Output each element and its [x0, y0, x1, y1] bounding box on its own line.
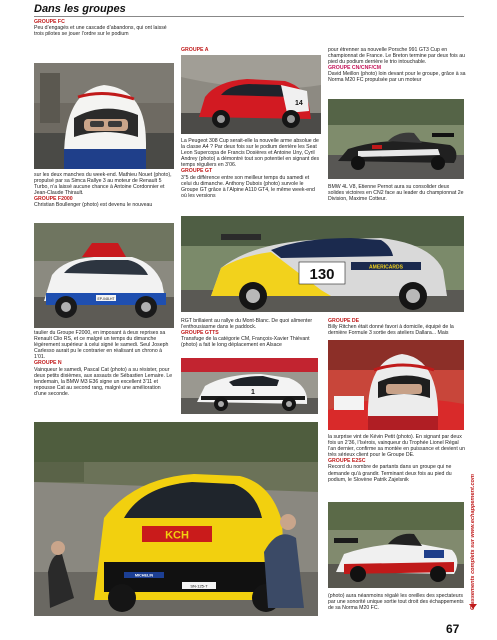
- col3-paragraph-7: (photo) aura néanmoins régalé les oreilles des spectateurs par une sonorité unique sortie tout droit des échappements de sa Norma M20 FC.: [328, 593, 464, 612]
- side-note: [470, 400, 480, 610]
- col2-gt-text: [181, 318, 321, 348]
- col3-paragraph-2: David Meillon (photo) loin devant pour le groupe, grâce à sa Norma M20 FC propulsée par un moteur: [328, 71, 466, 84]
- photo-peugeot-308: [181, 55, 321, 134]
- heading-groupe-n: GROUPE N: [34, 360, 62, 367]
- page-number: 67: [446, 622, 460, 636]
- col2-paragraph-3: RGT brillaient au rallye du Mont-Blanc. De quoi alimenter l’enthousiasme dans le paddock.: [181, 318, 313, 331]
- col1-paragraph-5: Vainqueur le samedi, Pascal Cat (photo) a su résister, pour deux petits dixièmes, aux assauts de Sébastien Lemaire. Le lendemain, la BMW M3 E36 signe un excellent 3’11 et repousse Cat au second rang, malgré une amélioration d’une seconde.: [34, 366, 173, 397]
- heading-groupe-f2000: GROUPE F2000: [34, 196, 73, 203]
- col2-paragraph-4: Transfuge de la catégorie CM, François-Xavier Thiévant (photo) a fait le long déplacement en Alsace: [181, 336, 310, 349]
- col3-paragraph-1: pour étrenner sa nouvelle Porsche 991 GT3 Cup en championnat de France. Le Breton termine par deux fois au pied du podium derrière le trio intouchable.: [328, 47, 465, 66]
- col3-paragraph-3: BMW 4L V8, Etienne Pernot aura su consolider deux solides victoires en CN2 face au leader du championnat 2e Division, Maxime Cotteur.: [328, 184, 464, 203]
- col2-a-text: [181, 138, 321, 199]
- page-title: Dans les groupes: [34, 3, 126, 15]
- col3-e2sc-text: [328, 593, 464, 611]
- col3-paragraph-4: Billy Ritchen était donné favori à domicile, équipé de la dernière Formule 3 sortie des ateliers Dallara... Mais: [328, 324, 454, 337]
- gt-car-number: 130: [309, 266, 335, 283]
- col1-f2000-text: [34, 330, 174, 397]
- photo-porsche-991: [181, 358, 318, 414]
- photo-renault-megane: [34, 422, 318, 616]
- col3-de-text-2: [328, 434, 468, 483]
- heading-groupe-e2sc: GROUPE E2SC: [328, 458, 366, 465]
- photo-driver-formula: [328, 340, 464, 430]
- porsche-number: 1: [251, 389, 255, 396]
- col1-intro: [34, 19, 174, 37]
- heading-groupe-a: GROUPE A: [181, 47, 209, 53]
- gt-sponsor-text: AMERICARDS: [369, 264, 403, 271]
- col1-paragraph-3: Christian Boullenger (photo) est devenu le nouveau: [34, 202, 153, 209]
- svg-text:14: 14: [295, 100, 303, 107]
- col3-top-text: [328, 47, 468, 84]
- col2-heading-a: [181, 47, 321, 53]
- col2-paragraph-2: 3”5 de différence entre son meilleur temps du samedi et celui du dimanche. Anthony Dubois (photo) survole le Groupe GT grâce à l’Alpine A110 GT4, le même week-end où les versions: [181, 174, 315, 199]
- clio-plate-text: EP-048-HT: [97, 296, 115, 301]
- title-rule: [34, 16, 464, 17]
- col3-cn-text: [328, 184, 464, 202]
- col1-paragraph-4: taulier du Groupe F2000, en imposant à deux reprises sa Renault Clio RS, et ce malgré un temps du dimanche légèrement supérieur à celui signé le samedi. Seul Joseph Carlesso aurait pu le contrarier en réalisant un chrono à 1’01.: [34, 330, 169, 361]
- col1-paragraph-2: sur les deux manches du week-end. Mathieu Nouet (photo), propulsé par sa Simca Rallye 3 au moteur de Renault 5 Turbo, n’a laissé aucune chance à Antoine Cordonnier et Jean-Claude Thirault.: [34, 172, 172, 197]
- heading-groupe-fc: GROUPE FC: [34, 19, 65, 25]
- col3-de-text: [328, 318, 468, 336]
- heading-groupe-cn: GROUPE CN/CNF/CM: [328, 65, 382, 72]
- photo-norma-zajelsnik: [328, 502, 464, 588]
- megane-plate-text: SN-125-T: [190, 583, 208, 589]
- photo-alpine-a110-gt4: [181, 216, 464, 312]
- megane-sponsor: KCH: [165, 529, 189, 542]
- heading-groupe-de: GROUPE DE: [328, 318, 360, 324]
- heading-groupe-gtts: GROUPE GTTS: [181, 330, 219, 337]
- col3-paragraph-5: la surprise vint de Kévin Petit (photo). En signant par deux fois un 2’36, l’Isérois, vainqueur du Trophée Lionel Régal l’an dernier, confirme sa montée en puissance et devient un très sérieux client pour le Groupe DE.: [328, 434, 465, 459]
- photo-driver-helmet: [34, 63, 174, 169]
- heading-groupe-gt: GROUPE GT: [181, 168, 213, 175]
- col1-paragraph-1: Peu d’engagés et une cascade d’abandons, qui ont laissé trois pilotes se jouer l’ordre sur le podium: [34, 25, 167, 38]
- photo-renault-clio: [34, 223, 174, 328]
- photo-norma-m20: [328, 99, 464, 179]
- side-arrow-icon: [469, 604, 477, 609]
- col3-paragraph-6: Record du nombre de partants dans un groupe qui ne demande qu’à grandir. Terminant deux fois au pied du podium, le Slovène Patrik Zajelsnik: [328, 464, 452, 483]
- col1-fc-text: [34, 172, 174, 209]
- side-note-text: Classements complets sur www.echappement.com: [470, 474, 476, 610]
- col2-paragraph-1: La Peugeot 308 Cup serait-elle la nouvelle arme absolue de la classe A4 ? Par deux fois sur le podium derrière les Seat Leon Supercopa de Francis Dosières et Antoine Uny, Cyril Andrey (photo) a démontré tout son potentiel en signant des temps réguliers en 3’06.: [181, 138, 320, 169]
- megane-tyre-text: MICHELIN: [134, 573, 154, 578]
